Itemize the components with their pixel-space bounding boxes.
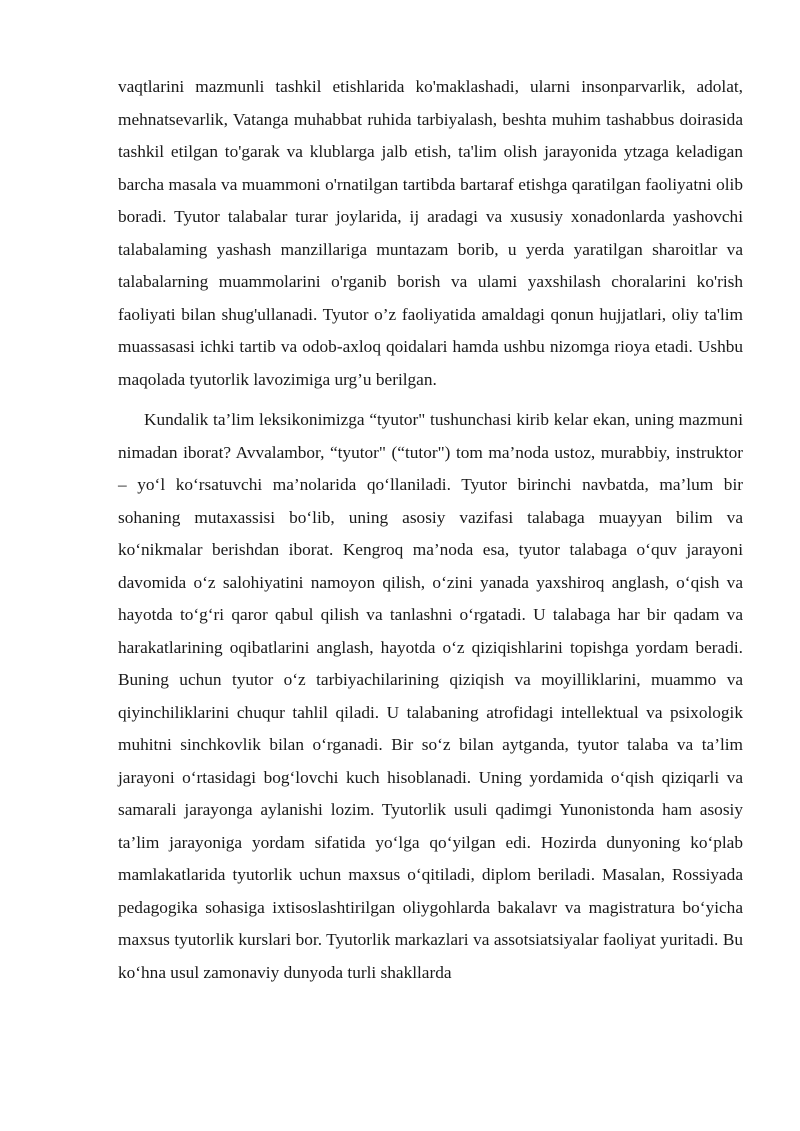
paragraph-tutor-definition: Kundalik ta’lim leksikonimizga “tyutor" tushunchasi kirib kelar ekan, uning mazmuni nimadan iborat? Avvalambor, “tyutor" (“tutor") tom ma’noda ustoz, murabbiy, instruktor – yo‘l ko‘rsatuvchi ma’nolarida qo‘llaniladi. Tyutor birinchi navbatda, ma’lum bir sohaning mutaxassisi bo‘lib, uning asosiy vazifasi talabaga muayyan bilim va ko‘nikmalar berishdan iborat. Kengroq ma’noda esa, tyutor talabaga o‘quv jarayoni davomida o‘z salohiyatini namoyon qilish, o‘zini yanada yaxshiroq anglash, o‘qish va hayotda to‘g‘ri qaror qabul qilish va tanlashni o‘rgatadi. U talabaga har bir qadam va harakatlarining oqibatlarini anglash, hayotda o‘z qiziqishlarini topishga yordam beradi. Buning uchun tyutor o‘z tarbiyachilarining qiziqish va moyilliklarini, muammo va qiyinchiliklarini chuqur tahlil qiladi. U talabaning atrofidagi intellektual va psixologik muhitni sinchkovlik bilan o‘rganadi. Bir so‘z bilan aytganda, tyutor talaba va ta’lim jarayoni o‘rtasidagi bog‘lovchi kuch hisoblanadi. Uning yordamida o‘qish qiziqarli va samarali jarayonga aylanishi lozim. Tyutorlik usuli qadimgi Yunonistonda ham asosiy ta’lim jarayoniga yordam sifatida yo‘lga qo‘yilgan edi. Hozirda dunyoning ko‘plab mamlakatlarida tyutorlik uchun maxsus o‘qitiladi, diplom beriladi. Masalan, Rossiyada pedagogika sohasiga ixtisoslashtirilgan oliygohlarda bakalavr va magistratura bo‘yicha maxsus tyutorlik kurslari bor. Tyutorlik markazlari va assotsiatsiyalar faoliyat yuritadi. Bu ko‘hna usul zamonaviy dunyoda turli shakllarda (118, 410, 743, 982)
paragraph-continued: vaqtlarini mazmunli tashkil etishlarida ko'maklashadi, ularni insonparvarlik, adolat, mehnatsevarlik, Vatanga muhabbat ruhida tarbiyalash, beshta muhim tashabbus doirasida tashkil etilgan to'garak va klublarga jalb etish, ta'lim olish jarayonida ytzaga keladigan barcha masala va muammoni o'rnatilgan tartibda bartaraf etishga qaratilgan faoliyatni olib boradi. Tyutor talabalar turar joylarida, ij aradagi va xususiy xonadonlarda yashovchi talabalaming yashash manzillariga muntazam borib, u yerda yaratilgan sharoitlar va talabalarning muammolarini o'rganib borish va ulami yaxshilash choralarini ko'rish faoliyati bilan shug'ullanadi. Tyutor o’z faoliyatida amaldagi qonun hujjatlari, oliy ta'lim muassasasi ichki tartib va odob-axloq qoidalari hamda ushbu nizomga rioya etadi. Ushbu maqolada tyutorlik lavozimiga urg’u berilgan. (118, 77, 743, 389)
document-page (118, 71, 743, 989)
